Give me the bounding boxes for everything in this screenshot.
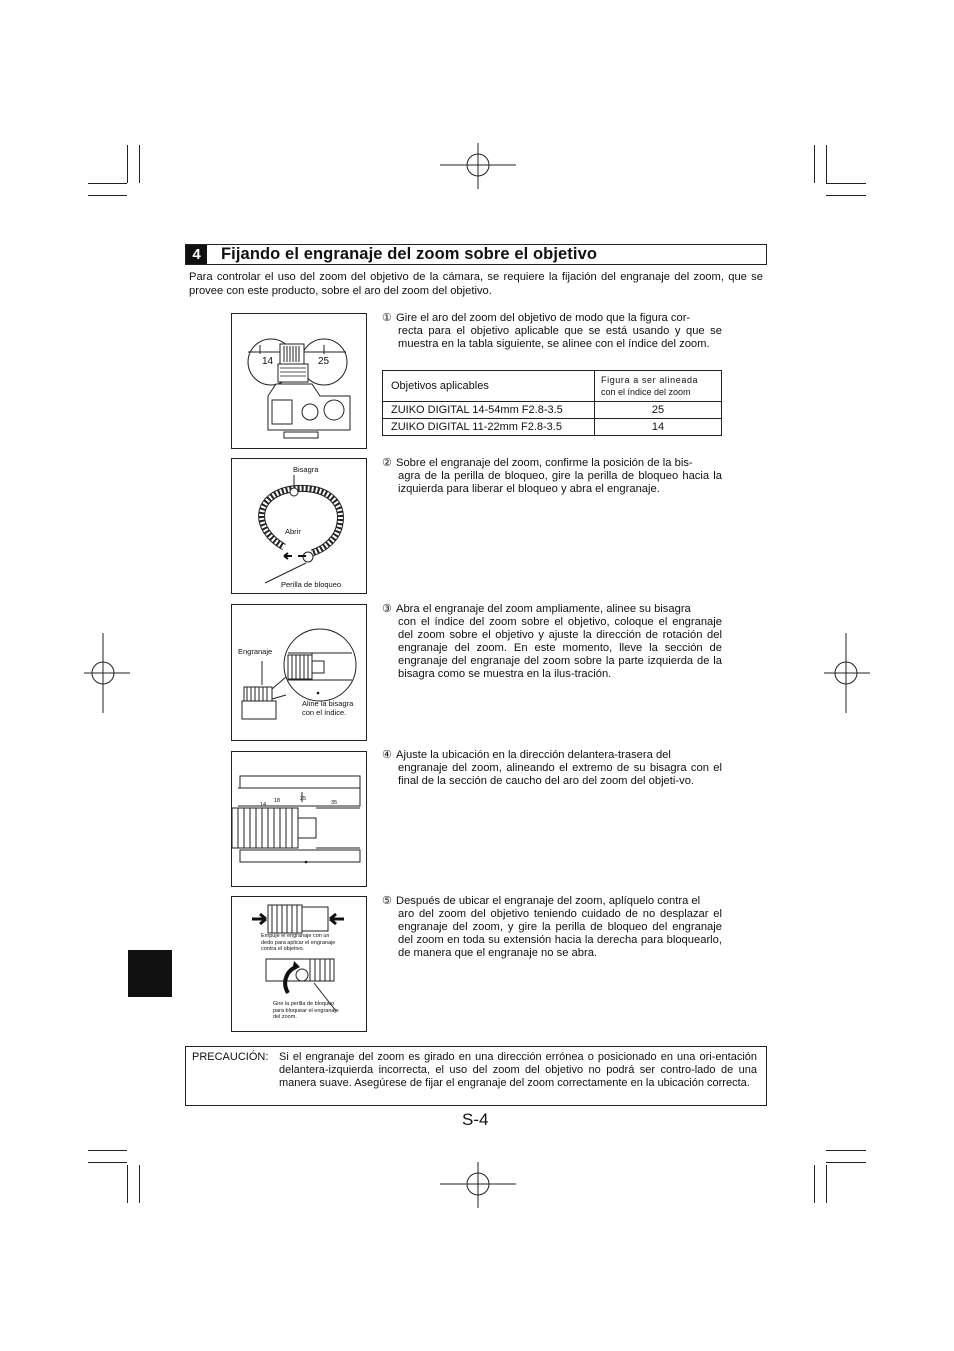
mark-35: 35: [331, 800, 338, 806]
page-number: S-4: [462, 1110, 489, 1129]
align-hinge-illustration: [232, 605, 366, 740]
language-tab-marker: [128, 950, 172, 997]
step-4-first-line: Ajuste la ubicación en la dirección delantera-trasera del: [396, 749, 671, 761]
table-row: [383, 419, 722, 436]
step-3-text: con el índice del zoom sobre el objetivo, coloque el engranaje del zoom sobre el objetivo y ajuste la dirección de rotación del engranaje del zoom. En este momento, lleve la sección de engranaje del engranaje del zoom sobre la parte izquierda de la bisagra como se muestra en la ilus-tración.: [398, 616, 722, 680]
table-header-row: [383, 371, 722, 402]
table-cell-figure: 14: [595, 419, 722, 436]
gear-label: Engranaje: [238, 647, 273, 656]
table-cell-figure: 25: [595, 402, 722, 419]
table-header-lens: Objetivos aplicables: [383, 371, 595, 402]
figure-open-gear: [231, 458, 367, 594]
figure-lock-gear: [231, 896, 367, 1032]
push-label: Empuje el engranaje con un dedo para aplicar el engranaje contra el objetivo.: [261, 933, 336, 952]
turn-label: Gire la perilla de bloqueo para bloquear el engranaje del zoom.: [273, 1001, 339, 1020]
registration-mark-bottom: [440, 1162, 516, 1208]
open-label: Abrir: [285, 527, 301, 536]
step-3: [382, 603, 722, 681]
applicable-lenses-table: [382, 370, 722, 436]
caution-label: PRECAUCIÓN:: [192, 1051, 269, 1063]
align-label: Aline la bisagra con el índice.: [302, 699, 354, 717]
table-cell-lens: ZUIKO DIGITAL 11-22mm F2.8-3.5: [383, 419, 595, 436]
step-2-number: ②: [382, 457, 393, 469]
step-4-number: ④: [382, 749, 393, 761]
step-5-number: ⑤: [382, 895, 393, 907]
step-1-text: recta para el objetivo aplicable que se está usando y que se muestra en la tabla siguiente, se alinee con el índice del zoom.: [398, 325, 722, 350]
mark-25: 25: [300, 796, 307, 802]
step-1-number: ①: [382, 312, 393, 324]
step-3-number: ③: [382, 603, 393, 615]
table-header-figure-line2: con el índice del zoom: [601, 387, 691, 397]
table-row: [383, 402, 722, 419]
table-cell-lens: ZUIKO DIGITAL 14-54mm F2.8-3.5: [383, 402, 595, 419]
mark-18: 18: [274, 798, 281, 804]
section-header: [185, 244, 767, 265]
step-4: [382, 749, 722, 788]
step-1-first-line: Gire el aro del zoom del objetivo de modo que la figura cor-: [396, 312, 691, 324]
camera-illustration: [232, 314, 366, 448]
figure-gear-position: [231, 751, 367, 887]
registration-mark-top: [440, 143, 516, 189]
section-title: Fijando el engranaje del zoom sobre el objetivo: [221, 245, 598, 263]
mark-25-label: 25: [318, 356, 330, 367]
step-5-first-line: Después de ubicar el engranaje del zoom, aplíquelo contra el: [396, 895, 701, 907]
step-3-first-line: Abra el engranaje del zoom ampliamente, alinee su bisagra: [396, 603, 691, 615]
caution-text: Si el engranaje del zoom es girado en una dirección errónea o posicionado en una ori-entación delantera-izquierda incorrecta, el uso del zoom del objetivo no podrá ser contro-lado de una manera suave. Asegúrese de fijar el engranaje del zoom correctamente en la ubicación correcta.: [279, 1051, 757, 1089]
open-gear-illustration: [232, 459, 366, 593]
mark-14: 14: [260, 802, 267, 808]
section-number: 4: [186, 245, 207, 264]
step-1: [382, 312, 722, 351]
gear-position-illustration: [232, 752, 366, 886]
step-4-text: engranaje del zoom, alineando el extremo de su bisagra con el final de la sección de caucho del aro del zoom del objeti-vo.: [398, 762, 722, 787]
hinge-label: Bisagra: [293, 465, 319, 474]
table-header-figure: [595, 371, 722, 402]
step-2-text: agra de la perilla de bloqueo, gire la perilla de bloqueo hacia la izquierda para liberar el bloqueo y abra el engranaje.: [398, 470, 722, 495]
step-5: [382, 895, 722, 960]
figure-align-hinge: [231, 604, 367, 741]
step-2-first-line: Sobre el engranaje del zoom, confirme la posición de la bis-: [396, 457, 693, 469]
registration-mark-right: [824, 633, 870, 713]
table-header-figure-line1: Figura a ser alineada: [601, 375, 699, 385]
mark-14-label: 14: [262, 356, 274, 367]
figure-camera-zoom-index: [231, 313, 367, 449]
caution-box: [185, 1046, 767, 1106]
lock-knob-label: Perilla de bloqueo: [281, 580, 342, 589]
step-5-text: aro del zoom del objetivo teniendo cuidado de no desplazar el engranaje del zoom, y gire la perilla de bloqueo del engranaje del zoom en toda su extensión hacia la derecha para bloquearlo, de manera que el engranaje no se abra.: [398, 908, 722, 959]
step-2: [382, 457, 722, 496]
intro-paragraph: Para controlar el uso del zoom del objetivo de la cámara, se requiere la fijación del engranaje del zoom, que se provee con este producto, sobre el aro del zoom del objetivo.: [189, 271, 763, 297]
registration-mark-left: [84, 633, 130, 713]
